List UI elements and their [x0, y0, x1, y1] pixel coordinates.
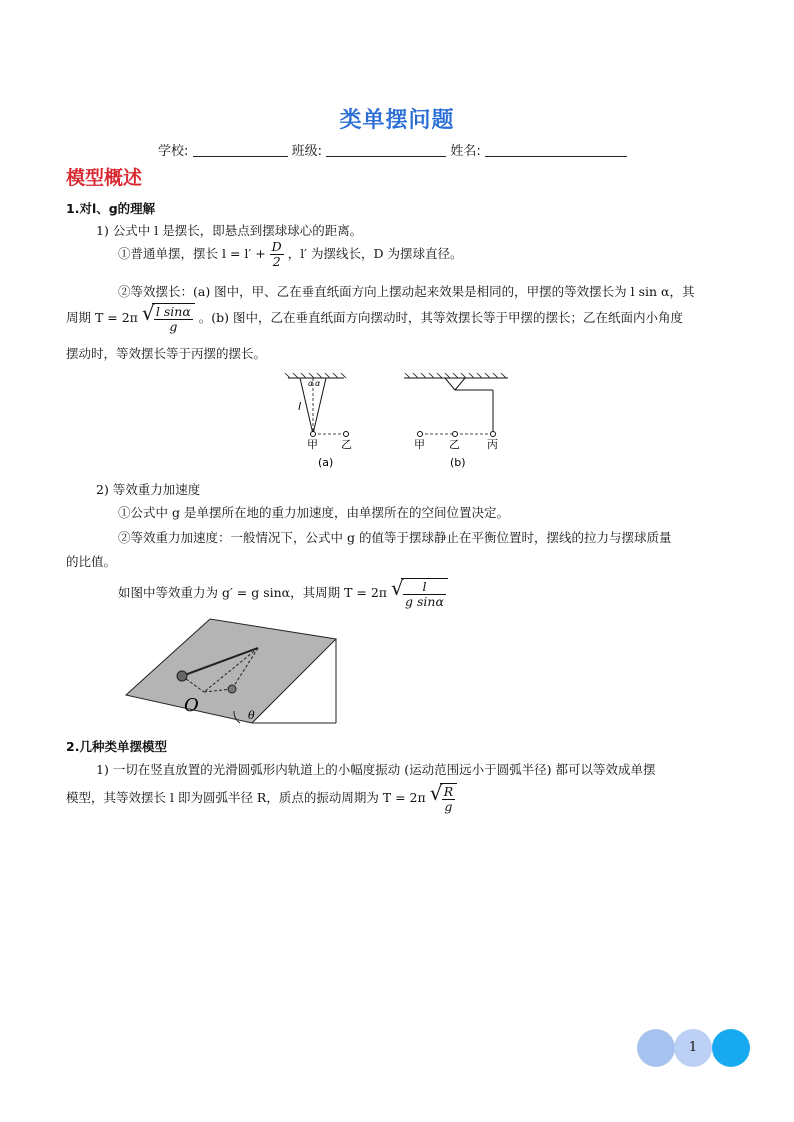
bob-bing-b	[491, 432, 496, 437]
text: 如图中等效重力为 g′ = g sinα，其周期 T = 2π	[118, 584, 388, 600]
page-dot-left	[637, 1029, 675, 1067]
alpha-label-2: α	[315, 379, 321, 388]
sqrt-expression	[142, 303, 195, 334]
figure-a-caption: (a)	[318, 456, 334, 469]
o-label: O	[184, 695, 199, 716]
fraction	[442, 785, 455, 814]
yi-label-a: 乙	[341, 438, 352, 451]
paragraph-7	[118, 578, 448, 609]
paragraph-2	[118, 240, 463, 269]
bob-yi-a	[344, 432, 349, 437]
jia-label-a: 甲	[307, 438, 318, 451]
name-label: 姓名:	[450, 144, 481, 159]
denominator: g	[444, 798, 453, 814]
paragraph-3c: 摆动时，等效摆长等于丙摆的摆长。	[66, 346, 267, 361]
alpha-label: α	[308, 379, 314, 388]
class-blank	[326, 143, 446, 157]
theta-label: θ	[248, 709, 255, 722]
paragraph-6b: 的比值。	[66, 554, 117, 569]
bing-label-b: 丙	[487, 438, 498, 451]
paragraph-3b	[66, 303, 683, 334]
bob-yi-b	[453, 432, 458, 437]
fraction-d-over-2	[270, 240, 284, 269]
text: 模型，其等效摆长 l 即为圆弧半径 R，质点的振动周期为 T = 2π	[66, 789, 426, 805]
numerator: l	[403, 580, 446, 595]
numerator: D	[271, 239, 282, 254]
numerator: R	[443, 784, 454, 799]
text: ①普通单摆，摆长 l = l′ +	[118, 245, 266, 261]
inclined-plane	[126, 619, 336, 723]
denominator: 2	[272, 253, 281, 269]
jia-label-b: 甲	[414, 438, 425, 451]
page-number: 1	[674, 1029, 712, 1067]
paragraph-3a: ②等效摆长：(a) 图中，甲、乙在垂直纸面方向上摆动起来效果是相同的，甲摆的等效摆长为 l sin α，其	[118, 284, 695, 299]
yi-label-b: 乙	[449, 438, 460, 451]
school-label: 学校:	[158, 144, 189, 159]
denominator: g	[169, 318, 178, 334]
sqrt-expression	[430, 783, 457, 814]
denominator: g sinα	[405, 593, 444, 609]
paragraph-s2-1b	[66, 783, 457, 814]
ceiling-a	[285, 373, 346, 378]
subsection-2-heading: 2.几种类单摆模型	[66, 739, 167, 754]
sqrt-icon: √	[391, 576, 404, 600]
sqrt-expression	[391, 578, 448, 609]
name-blank	[485, 143, 627, 157]
paragraph-5: ①公式中 g 是单摆所在地的重力加速度，由单摆所在的空间位置决定。	[118, 505, 509, 520]
sqrt-icon: √	[141, 301, 155, 325]
subsection-1-heading: 1.对l、g的理解	[66, 201, 156, 216]
sqrt-icon: √	[429, 781, 443, 805]
equilibrium-bob	[228, 685, 236, 693]
text: ，l′ 为摆线长，D 为摆球直径。	[287, 245, 463, 261]
ceiling-b	[404, 373, 508, 378]
text: 。(b) 图中，乙在垂直纸面方向摆动时，其等效摆长等于甲摆的摆长；乙在纸面内小角度	[198, 309, 683, 325]
page-title: 类单摆问题	[339, 108, 455, 133]
pendulum-a-strings	[300, 378, 346, 434]
paragraph-1: 1) 公式中 l 是摆长，即悬点到摆球球心的距离。	[96, 223, 363, 238]
pendulum-b-strings	[420, 378, 493, 434]
pendulum-figure	[280, 366, 520, 472]
bob-jia-a	[311, 432, 316, 437]
text: 周期 T = 2π	[66, 309, 138, 325]
numerator: l sinα	[155, 304, 191, 319]
incline-pendulum-figure	[122, 615, 340, 727]
section-heading: 模型概述	[66, 167, 143, 189]
fraction	[154, 305, 193, 334]
bob-jia-b	[418, 432, 423, 437]
student-info-line	[158, 140, 627, 159]
paragraph-s2-1a: 1) 一切在竖直放置的光滑圆弧形内轨道上的小幅度振动 (运动范围远小于圆弧半径) 都可以等效成单摆	[96, 762, 656, 777]
page-dot-right	[712, 1029, 750, 1067]
fraction	[403, 580, 446, 609]
paragraph-4: 2) 等效重力加速度	[96, 482, 201, 497]
pendulum-bob	[177, 671, 187, 681]
class-label: 班级:	[291, 144, 323, 159]
paragraph-6a: ②等效重力加速度：一般情况下，公式中 g 的值等于摆球静止在平衡位置时，摆线的拉力与摆球质量	[118, 530, 672, 545]
l-label: l	[298, 400, 302, 413]
figure-b-caption: (b)	[450, 456, 466, 469]
school-blank	[193, 143, 288, 157]
